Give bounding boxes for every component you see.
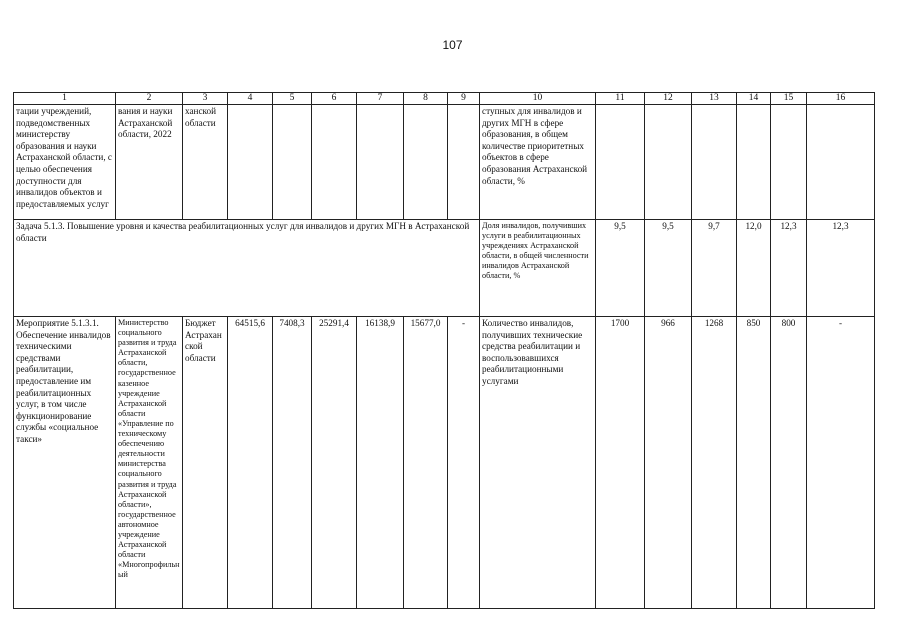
header-cell: 2 xyxy=(116,93,183,105)
value-cell: 12,3 xyxy=(807,220,875,317)
header-cell: 16 xyxy=(807,93,875,105)
value-cell: 1268 xyxy=(692,317,737,609)
table-cell xyxy=(273,105,312,220)
table-row xyxy=(14,105,875,220)
indicator-cell: Доля инвалидов, получивших услуги в реабилитационных учреждениях Астраханской области, в общей численности инвалидов Астраханской области, % xyxy=(480,220,596,317)
event-description-cell: тации учреждений, подведомственных министерству образования и науки Астраханской области, с целью обеспечения доступности для инвалидов объектов и предоставляемых услуг xyxy=(14,105,116,220)
header-row xyxy=(14,93,875,105)
value-cell: 9,5 xyxy=(596,220,645,317)
funding-source-cell: ханской области xyxy=(183,105,228,220)
value-cell: 12,3 xyxy=(771,220,807,317)
value-cell: 800 xyxy=(771,317,807,609)
value-cell: 15677,0 xyxy=(404,317,448,609)
value-cell: - xyxy=(807,317,875,609)
table-cell xyxy=(737,105,771,220)
indicator-cell: Количество инвалидов, получивших технические средства реабилитации и воспользовавшихся реабилитационными услугами xyxy=(480,317,596,609)
value-cell: 1700 xyxy=(596,317,645,609)
event-description-cell: Мероприятие 5.1.3.1. Обеспечение инвалидов техническими средствами реабилитации, предоставление им реабилитационных услуг, в том числе функционирование службы «социальное такси» xyxy=(14,317,116,609)
table-cell xyxy=(645,105,692,220)
table-cell xyxy=(771,105,807,220)
value-cell: 12,0 xyxy=(737,220,771,317)
table-row xyxy=(14,317,875,609)
table-cell xyxy=(692,105,737,220)
task-title-cell: Задача 5.1.3. Повышение уровня и качества реабилитационных услуг для инвалидов и других МГН в Астраханской области xyxy=(14,220,480,317)
page-number: 107 xyxy=(442,38,463,52)
indicator-cell: ступных для инвалидов и других МГН в сфере образования, в общем количестве приоритетных объектов в сфере образования Астраханской области, % xyxy=(480,105,596,220)
header-cell: 6 xyxy=(312,93,357,105)
table-cell xyxy=(596,105,645,220)
value-cell: - xyxy=(448,317,480,609)
header-cell: 5 xyxy=(273,93,312,105)
value-cell: 7408,3 xyxy=(273,317,312,609)
table-cell xyxy=(448,105,480,220)
table-cell xyxy=(357,105,404,220)
header-cell: 13 xyxy=(692,93,737,105)
header-cell: 12 xyxy=(645,93,692,105)
table-cell xyxy=(228,105,273,220)
header-cell: 8 xyxy=(404,93,448,105)
value-cell: 25291,4 xyxy=(312,317,357,609)
header-cell: 1 xyxy=(14,93,116,105)
table-cell xyxy=(404,105,448,220)
value-cell: 850 xyxy=(737,317,771,609)
header-cell: 15 xyxy=(771,93,807,105)
header-cell: 3 xyxy=(183,93,228,105)
table-row xyxy=(14,220,875,317)
value-cell: 9,7 xyxy=(692,220,737,317)
table-cell xyxy=(312,105,357,220)
value-cell: 16138,9 xyxy=(357,317,404,609)
executor-cell: вания и науки Астраханской области, 2022 xyxy=(116,105,183,220)
header-cell: 9 xyxy=(448,93,480,105)
value-cell: 966 xyxy=(645,317,692,609)
header-cell: 14 xyxy=(737,93,771,105)
header-cell: 7 xyxy=(357,93,404,105)
funding-source-cell: Бюджет Астраханской области xyxy=(183,317,228,609)
executor-cell: Министерство социального развития и труда Астраханской области, государственное казенное учреждение Астраханской области «Управление по техническому обеспечению деятельности министерства социального развития и труда Астраханской области», государственное автономное учреждение Астраханской области «Многопрофильный xyxy=(116,317,183,609)
data-table xyxy=(13,92,875,609)
header-cell: 4 xyxy=(228,93,273,105)
value-cell: 64515,6 xyxy=(228,317,273,609)
header-cell: 11 xyxy=(596,93,645,105)
table-cell xyxy=(807,105,875,220)
header-cell: 10 xyxy=(480,93,596,105)
value-cell: 9,5 xyxy=(645,220,692,317)
